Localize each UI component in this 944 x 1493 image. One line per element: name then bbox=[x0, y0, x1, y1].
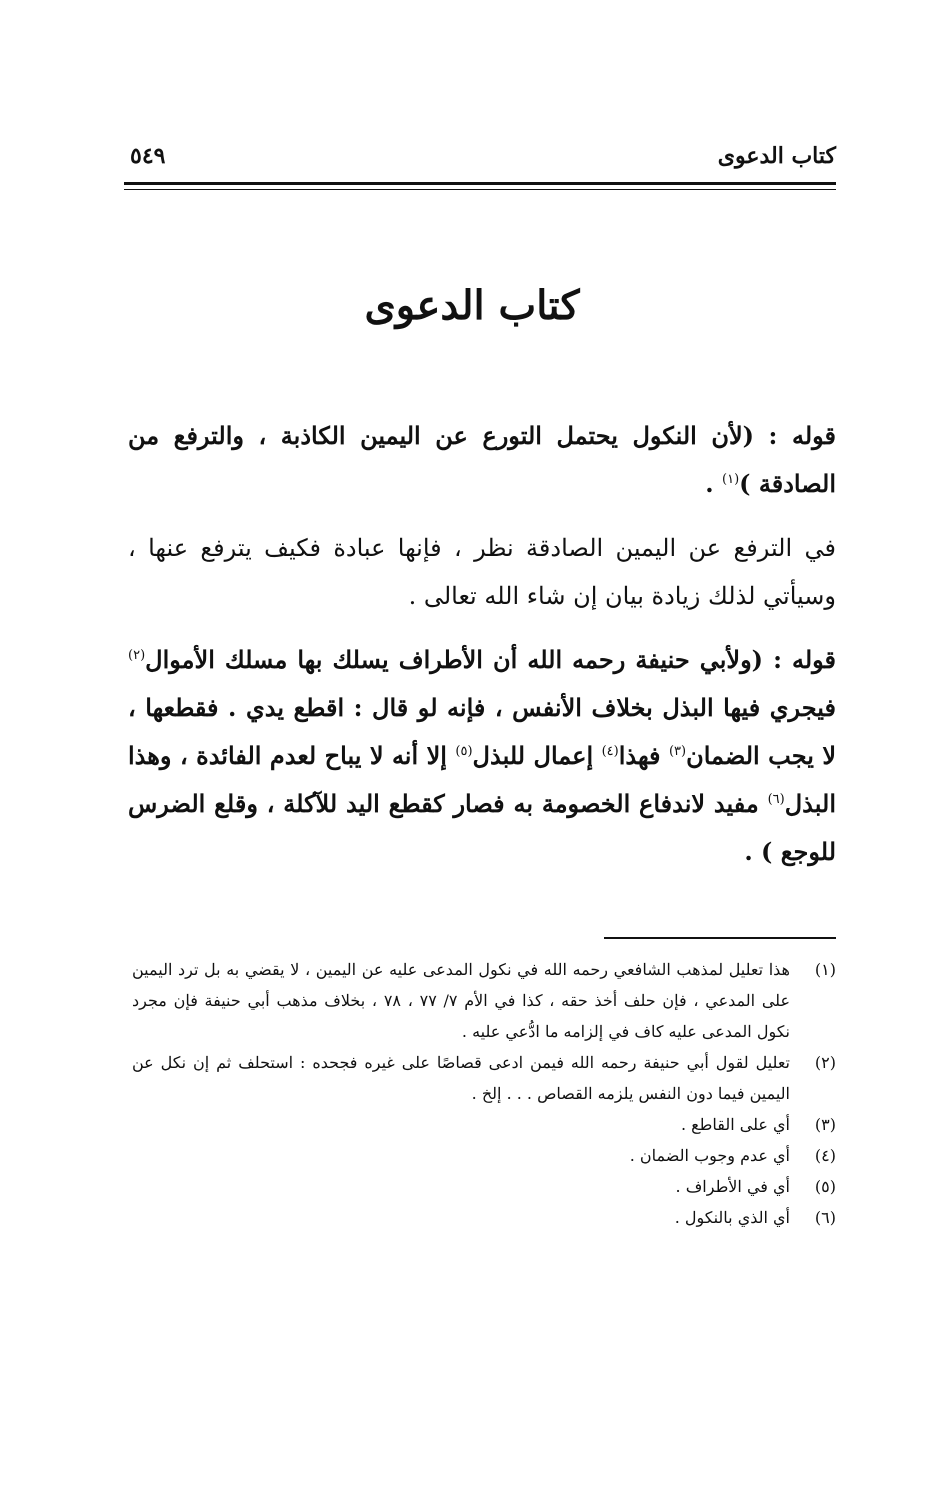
footnote-ref: (٤) bbox=[601, 744, 619, 759]
chapter-title: كتاب الدعوى bbox=[364, 282, 580, 329]
footnote-item bbox=[132, 1109, 836, 1140]
main-text bbox=[128, 412, 836, 892]
footnote-item bbox=[132, 954, 836, 1047]
paragraph-text: (ولأبي حنيفة رحمه الله أن الأطراف يسلك بها مسلك الأموال bbox=[145, 645, 774, 674]
running-title: كتاب الدعوى bbox=[717, 143, 836, 169]
footnote-number: (٢) bbox=[814, 1053, 836, 1072]
footnote-number: (٣) bbox=[814, 1115, 836, 1134]
paragraph-2: في الترفع عن اليمين الصادقة نظر ، فإنها عبادة فكيف يترفع عنها ، وسيأتي لذلك زيادة بيان إن شاء الله تعالى . bbox=[128, 534, 836, 610]
footnote-ref: (٦) bbox=[767, 792, 785, 807]
paragraph-text: إعمال للبذل bbox=[472, 741, 602, 770]
paragraph-text: مفيد لاندفاع الخصومة به فصار كقطع اليد للآكلة ، وقلع الضرس للوجع ) . bbox=[128, 789, 836, 866]
page-header bbox=[124, 143, 836, 179]
footnote-text: أي عدم وجوب الضمان . bbox=[629, 1146, 790, 1165]
paragraph-lead: قوله : bbox=[773, 645, 837, 674]
paragraph-1 bbox=[128, 412, 836, 508]
footnotes bbox=[132, 954, 836, 1233]
footnote-number: (٤) bbox=[814, 1146, 836, 1165]
paragraph-text: فهذا bbox=[618, 741, 669, 770]
footnote-item bbox=[132, 1140, 836, 1171]
paragraph-3 bbox=[128, 636, 836, 876]
footnote-number: (١) bbox=[814, 960, 836, 979]
footnote-ref: (٢) bbox=[128, 648, 146, 663]
paragraph-text: فيجري فيها البذل بخلاف الأنفس ، فإنه لو قال : اقطع يدي . فقطعها ، لا يجب الضمان bbox=[128, 693, 837, 770]
paragraph-text: (لأن النكول يحتمل التورع عن اليمين الكاذبة ، والترفع من الصادقة ) bbox=[128, 421, 836, 498]
footnote-item bbox=[132, 1202, 836, 1233]
paragraph-text: إلا أنه لا يباح لعدم الفائدة ، وهذا البذل bbox=[128, 741, 836, 818]
header-rule-thick bbox=[124, 182, 836, 185]
footnote-text: أي في الأطراف . bbox=[675, 1177, 790, 1196]
header-rule-thin bbox=[124, 189, 836, 190]
footnote-number: (٥) bbox=[814, 1177, 836, 1196]
footnote-text: تعليل لقول أبي حنيفة رحمه الله فيمن ادعى قصاصًا على غيره فجحده : استحلف ثم إن نكل عن اليمين فيما دون النفس يلزمه القصاص . . . إلخ . bbox=[132, 1053, 791, 1103]
footnote-text: هذا تعليل لمذهب الشافعي رحمه الله في نكول المدعى عليه عن اليمين ، لا يقضي به بل ترد اليمين على المدعي ، فإن حلف أخذ حقه ، كذا في الأم ٧/ ٧٧ ، ٧٨ ، بخلاف مذهب أبي حنيفة فإن مجرد نكول المدعى عليه كاف في إلزامه ما ادُّعي عليه . bbox=[132, 960, 791, 1041]
paragraph-text: . bbox=[705, 469, 723, 498]
page-number: ٥٤٩ bbox=[130, 143, 166, 169]
footnote-separator bbox=[604, 937, 836, 939]
footnote-ref: (٣) bbox=[668, 744, 687, 759]
footnote-text: أي الذي بالنكول . bbox=[674, 1208, 790, 1227]
footnote-item bbox=[132, 1171, 836, 1202]
footnote-text: أي على القاطع . bbox=[680, 1115, 790, 1134]
footnote-item bbox=[132, 1047, 836, 1109]
paragraph-lead: قوله : bbox=[768, 421, 836, 450]
footnote-number: (٦) bbox=[814, 1208, 836, 1227]
footnote-ref: (٥) bbox=[455, 744, 473, 759]
footnote-ref: (١) bbox=[722, 472, 740, 487]
